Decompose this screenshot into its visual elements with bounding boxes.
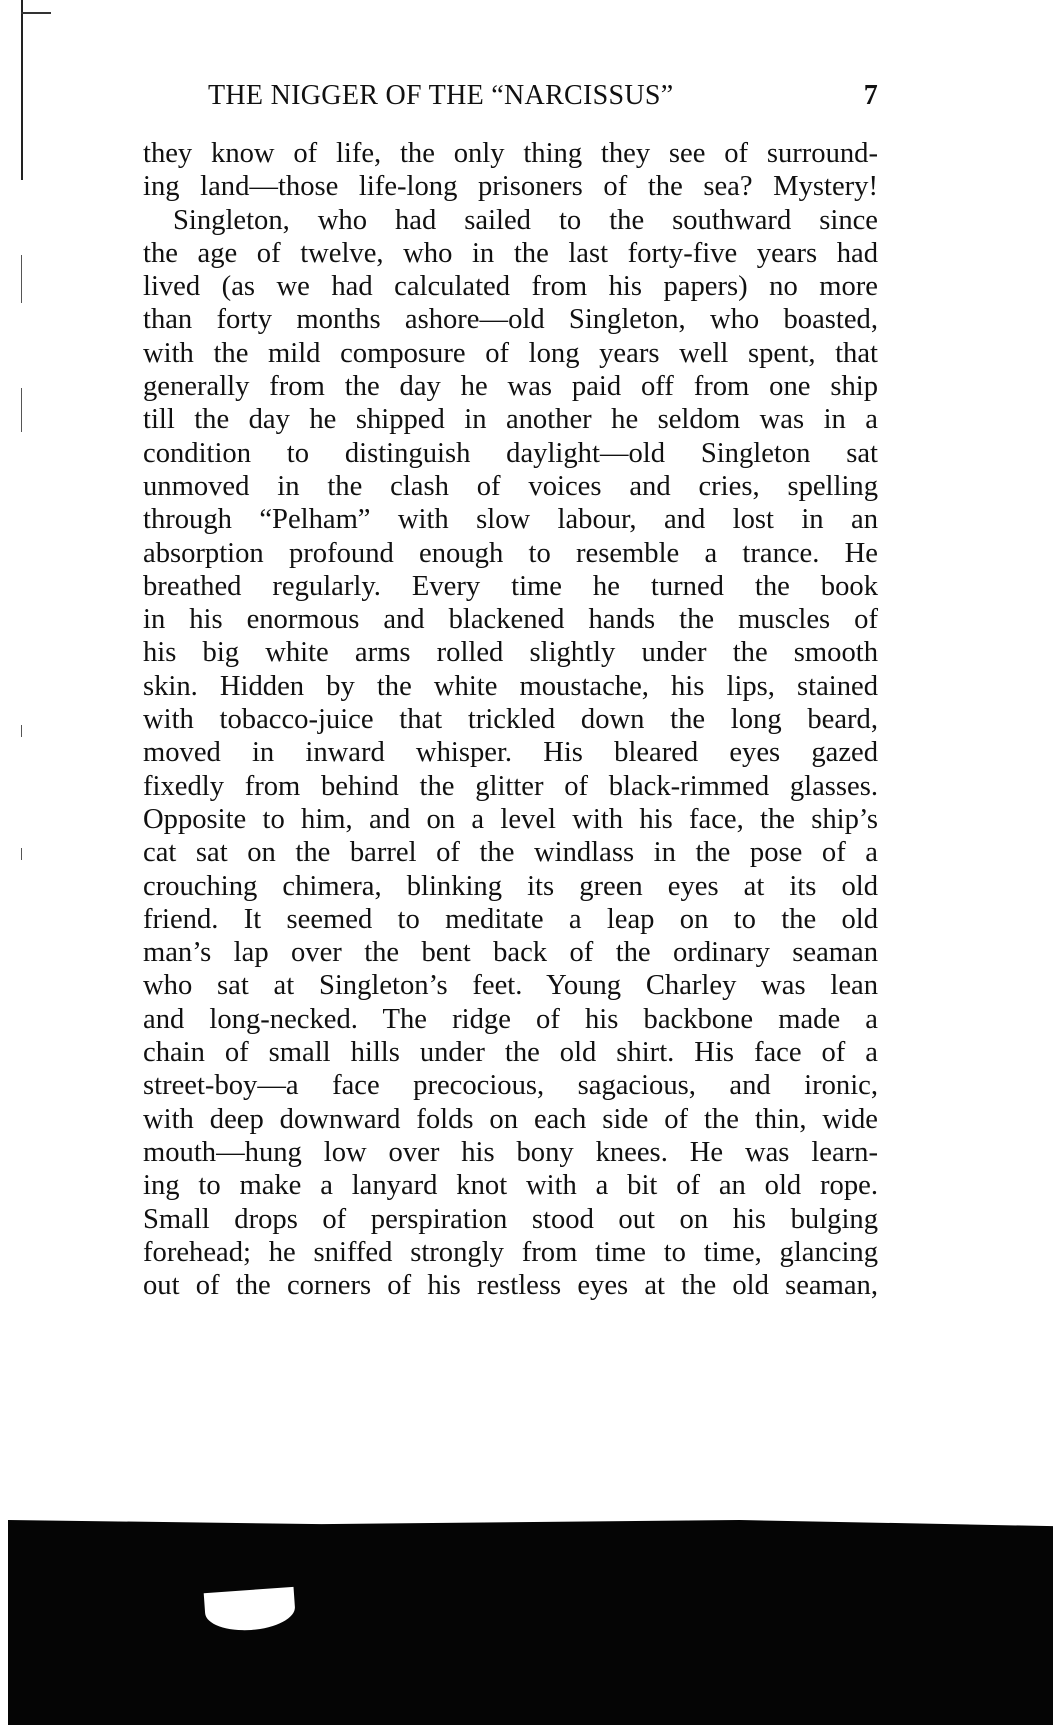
text-line: with deep downward folds on each side of the thin, wide [143, 1103, 878, 1135]
text-line: till the day he shipped in another he seldom was in a [143, 404, 878, 436]
text-line: with the mild composure of long years well spent, that [143, 337, 878, 369]
text-line: man’s lap over the bent back of the ordinary seaman [143, 937, 878, 969]
text-line: mouth—hung low over his bony knees. He was learn- [143, 1136, 878, 1168]
text-line: than forty months ashore—old Singleton, who boasted, [143, 304, 878, 336]
text-line: lived (as we had calculated from his papers) no more [143, 271, 878, 303]
text-line: who sat at Singleton’s feet. Young Charley was lean [143, 970, 878, 1002]
scan-margin-dash [21, 725, 22, 737]
scan-margin-dash [21, 255, 22, 303]
text-line: ing to make a lanyard knot with a bit of an old rope. [143, 1170, 878, 1202]
text-line: unmoved in the clash of voices and cries, spelling [143, 470, 878, 502]
text-line: crouching chimera, blinking its green eyes at its old [143, 870, 878, 902]
text-line: generally from the day he was paid off from one ship [143, 371, 878, 403]
text-line: breathed regularly. Every time he turned the book [143, 570, 878, 602]
text-line: his big white arms rolled slightly under the smooth [143, 637, 878, 669]
text-line: fixedly from behind the glitter of black-rimmed glasses. [143, 770, 878, 802]
text-line: through “Pelham” with slow labour, and lost in an [143, 504, 878, 536]
text-line: moved in inward whisper. His bleared eyes gazed [143, 737, 878, 769]
text-line: absorption profound enough to resemble a trance. He [143, 537, 878, 569]
text-line: cat sat on the barrel of the windlass in the pose of a [143, 837, 878, 869]
text-line: condition to distinguish daylight—old Singleton sat [143, 437, 878, 469]
scan-margin-dash [21, 388, 22, 432]
text-line: Opposite to him, and on a level with his face, the ship’s [143, 803, 878, 835]
body-text [143, 137, 878, 1302]
text-line: Singleton, who had sailed to the southward since [173, 204, 878, 236]
text-line: out of the corners of his restless eyes at the old seaman, [143, 1270, 878, 1302]
running-title: THE NIGGER OF THE “NARCISSUS” [208, 80, 674, 111]
text-line: in his enormous and blackened hands the muscles of [143, 604, 878, 636]
text-line: forehead; he sniffed strongly from time to time, glancing [143, 1236, 878, 1268]
text-line: ing land—those life-long prisoners of the sea? Mystery! [143, 171, 878, 203]
text-line: Small drops of perspiration stood out on his bulging [143, 1203, 878, 1235]
text-line: chain of small hills under the old shirt. His face of a [143, 1037, 878, 1069]
text-line: they know of life, the only thing they see of surround- [143, 138, 878, 169]
scan-dark-band [8, 1520, 1053, 1725]
text-line: street-boy—a face precocious, sagacious, and ironic, [143, 1070, 878, 1102]
scan-margin-tick [21, 12, 51, 14]
text-line: friend. It seemed to meditate a leap on to the old [143, 903, 878, 935]
running-header [143, 80, 878, 120]
text-line: the age of twelve, who in the last forty-five years had [143, 237, 878, 269]
text-line: skin. Hidden by the white moustache, his lips, stained [143, 670, 878, 702]
scan-margin-dash [21, 848, 22, 860]
text-line: with tobacco-juice that trickled down the long beard, [143, 704, 878, 736]
page-number: 7 [863, 80, 878, 111]
text-line: and long-necked. The ridge of his backbone made a [143, 1003, 878, 1035]
scan-margin-line [21, 0, 23, 180]
